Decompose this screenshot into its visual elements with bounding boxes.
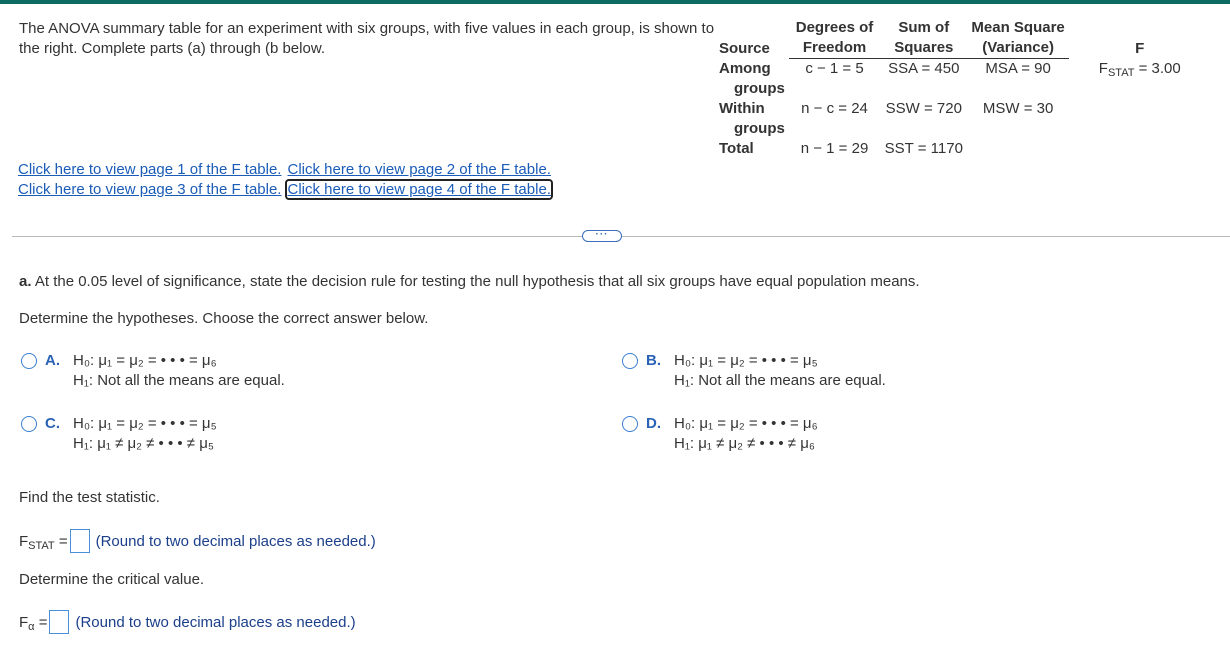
find-test-statistic-prompt: Find the test statistic. bbox=[19, 489, 160, 506]
expand-more-button[interactable]: ··· bbox=[582, 230, 622, 242]
option-a-h1: H₁: Not all the means are equal. bbox=[73, 372, 285, 389]
row-ss: SST = 1170 bbox=[884, 139, 963, 157]
option-d-h0: H₀: μ₁ = μ₂ = • • • = μ₆ bbox=[674, 415, 818, 432]
row-ss: SSW = 720 bbox=[885, 99, 962, 117]
radio-option-c[interactable] bbox=[21, 416, 37, 432]
option-b[interactable]: B. H₀: μ₁ = μ₂ = • • • = μ₅ H₁: Not all the means are equal. bbox=[622, 351, 886, 391]
option-c[interactable]: C. H₀: μ₁ = μ₂ = • • • = μ₅ H₁: μ₁ ≠ μ₂ ≠ • • • ≠ μ₅ bbox=[21, 414, 217, 454]
row-ms: MSA = 90 bbox=[985, 60, 1051, 77]
option-b-h1: H₁: Not all the means are equal. bbox=[674, 372, 886, 389]
f-table-page-2-link[interactable]: Click here to view page 2 of the F table. bbox=[287, 161, 551, 178]
header-ss-2: Squares bbox=[880, 38, 967, 59]
header-ss: Sum of bbox=[898, 19, 950, 36]
question-a: a. At the 0.05 level of significance, state the decision rule for testing the null hypothesis that all six groups have equal population means. bbox=[19, 273, 920, 290]
f-table-page-1-link[interactable]: Click here to view page 1 of the F table. bbox=[18, 161, 282, 178]
fstat-input[interactable] bbox=[70, 529, 90, 553]
row-source: Among groups bbox=[719, 59, 785, 97]
falpha-hint: (Round to two decimal places as needed.) bbox=[75, 613, 356, 631]
header-source: Source bbox=[719, 39, 770, 57]
header-ms: Mean Square bbox=[971, 19, 1065, 36]
radio-option-b[interactable] bbox=[622, 353, 638, 369]
table-row bbox=[716, 99, 1185, 139]
header-df: Degrees of bbox=[795, 19, 874, 36]
radio-option-a[interactable] bbox=[21, 353, 37, 369]
option-a[interactable]: A. H₀: μ₁ = μ₂ = • • • = μ₆ H₁: Not all the means are equal. bbox=[21, 351, 285, 391]
radio-option-d[interactable] bbox=[622, 416, 638, 432]
row-df: n − 1 = 29 bbox=[800, 139, 869, 157]
hypotheses-prompt: Determine the hypotheses. Choose the correct answer below. bbox=[19, 310, 429, 327]
critical-value-prompt: Determine the critical value. bbox=[19, 571, 205, 588]
f-table-links bbox=[18, 160, 551, 200]
option-b-h0: H₀: μ₁ = μ₂ = • • • = μ₅ bbox=[674, 352, 818, 369]
table-row bbox=[716, 139, 1185, 159]
falpha-label: $F_\alpha$ = bbox=[19, 613, 48, 633]
fstat-answer-row bbox=[19, 529, 376, 553]
option-a-h0: H₀: μ₁ = μ₂ = • • • = μ₆ bbox=[73, 352, 217, 369]
row-df: n − c = 24 bbox=[801, 99, 868, 117]
anova-summary-table bbox=[716, 18, 1185, 159]
f-table-page-3-link[interactable]: Click here to view page 3 of the F table. bbox=[18, 181, 282, 198]
table-row bbox=[716, 59, 1185, 99]
row-ms: MSW = 30 bbox=[982, 99, 1054, 117]
f-table-page-4-link[interactable]: Click here to view page 4 of the F table. bbox=[287, 181, 551, 198]
fstat-hint: (Round to two decimal places as needed.) bbox=[95, 532, 376, 550]
option-c-h0: H₀: μ₁ = μ₂ = • • • = μ₅ bbox=[73, 415, 217, 432]
option-d-h1: H₁: μ₁ ≠ μ₂ ≠ • • • ≠ μ₆ bbox=[674, 435, 815, 452]
header-ms-2: (Variance) bbox=[967, 38, 1068, 59]
falpha-input[interactable] bbox=[49, 610, 69, 634]
header-f: F bbox=[1135, 39, 1145, 57]
problem-intro: The ANOVA summary table for an experiment with six groups, with five values in each group, is shown to the right. Complete parts (a) through (b below. bbox=[19, 20, 715, 57]
row-df: c − 1 = 5 bbox=[805, 60, 864, 77]
option-d[interactable]: D. H₀: μ₁ = μ₂ = • • • = μ₆ H₁: μ₁ ≠ μ₂ ≠ • • • ≠ μ₆ bbox=[622, 414, 818, 454]
header-df-2: Freedom bbox=[789, 38, 880, 59]
top-accent-bar bbox=[0, 0, 1230, 4]
falpha-answer-row bbox=[19, 610, 356, 634]
row-f: $F_{STAT} = 3.00$ bbox=[1098, 59, 1181, 79]
option-c-h1: H₁: μ₁ ≠ μ₂ ≠ • • • ≠ μ₅ bbox=[73, 435, 214, 452]
row-source: Within groups bbox=[719, 99, 785, 137]
row-source: Total bbox=[719, 139, 754, 157]
fstat-label: $F_{STAT}$ = bbox=[19, 532, 68, 552]
row-ss: SSA = 450 bbox=[888, 60, 960, 77]
